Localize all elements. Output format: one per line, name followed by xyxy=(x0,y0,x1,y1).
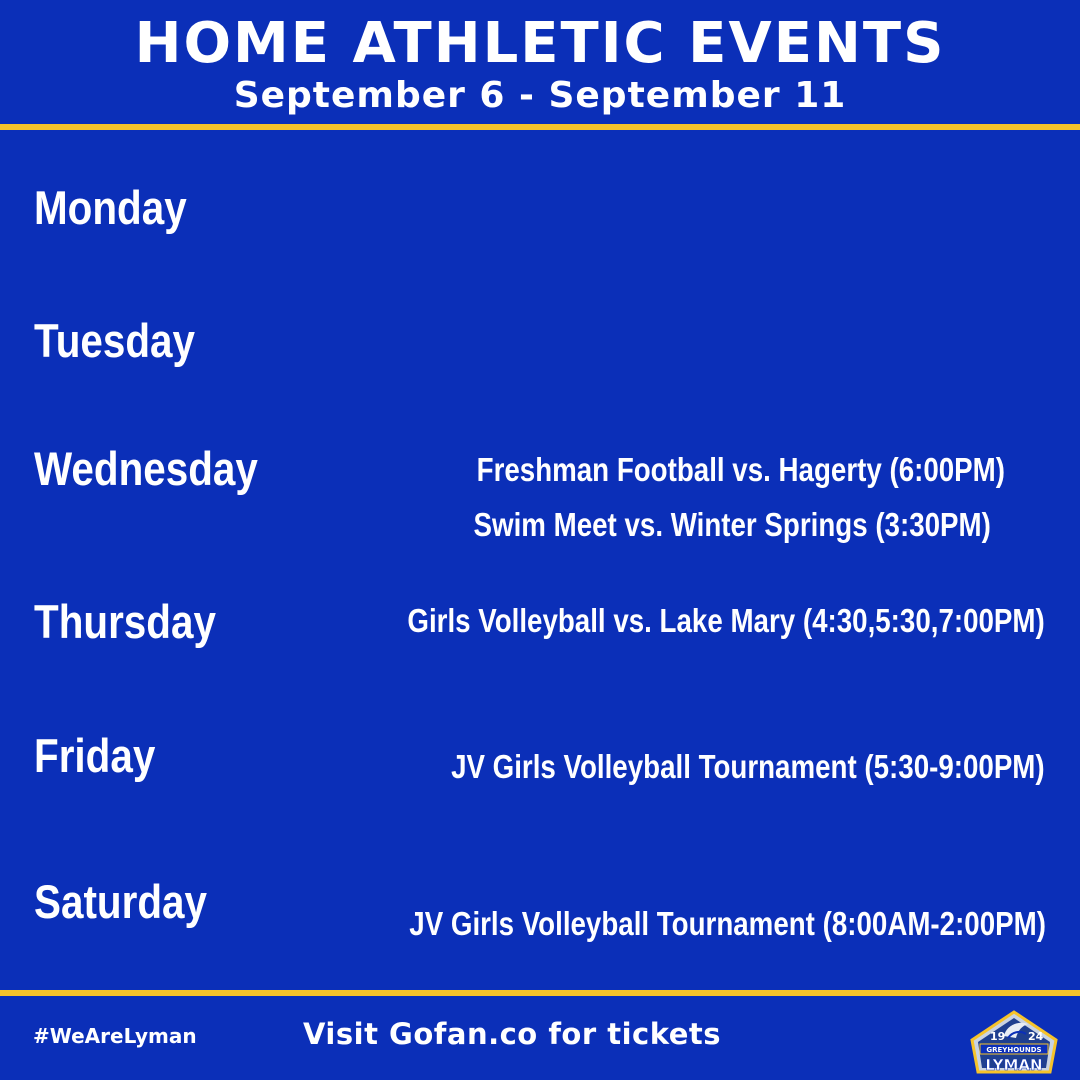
event-wednesday-swim: Swim Meet vs. Winter Springs (3:30PM) xyxy=(473,506,991,543)
school-logo xyxy=(968,1006,1060,1076)
day-saturday: Saturday xyxy=(34,875,207,928)
event-saturday-tournament: JV Girls Volleyball Tournament (8:00AM-2:00PM) xyxy=(409,905,1046,942)
event-wednesday-football: Freshman Football vs. Hagerty (6:00PM) xyxy=(476,451,1005,488)
hashtag: #WeAreLyman xyxy=(33,1024,197,1048)
day-monday: Monday xyxy=(34,181,187,234)
day-tuesday: Tuesday xyxy=(34,314,195,367)
page-title: HOME ATHLETIC EVENTS xyxy=(134,11,946,76)
event-friday-tournament: JV Girls Volleyball Tournament (5:30-9:00PM) xyxy=(451,748,1045,785)
day-friday: Friday xyxy=(34,729,156,782)
logo-school-name: LYMAN xyxy=(985,1056,1043,1074)
top-divider xyxy=(0,124,1080,130)
bottom-divider xyxy=(0,990,1080,996)
header xyxy=(0,0,1080,124)
tickets-call-to-action: Visit Gofan.co for tickets xyxy=(303,1017,722,1051)
logo-mascot: GREYHOUNDS xyxy=(986,1046,1042,1054)
date-range-subtitle: September 6 - September 11 xyxy=(233,75,847,116)
logo-year-left: 19 xyxy=(990,1030,1006,1043)
event-thursday-volleyball: Girls Volleyball vs. Lake Mary (4:30,5:30,7:00PM) xyxy=(407,602,1045,639)
day-wednesday: Wednesday xyxy=(34,442,258,495)
logo-year-right: 24 xyxy=(1028,1030,1044,1043)
day-thursday: Thursday xyxy=(34,595,216,648)
